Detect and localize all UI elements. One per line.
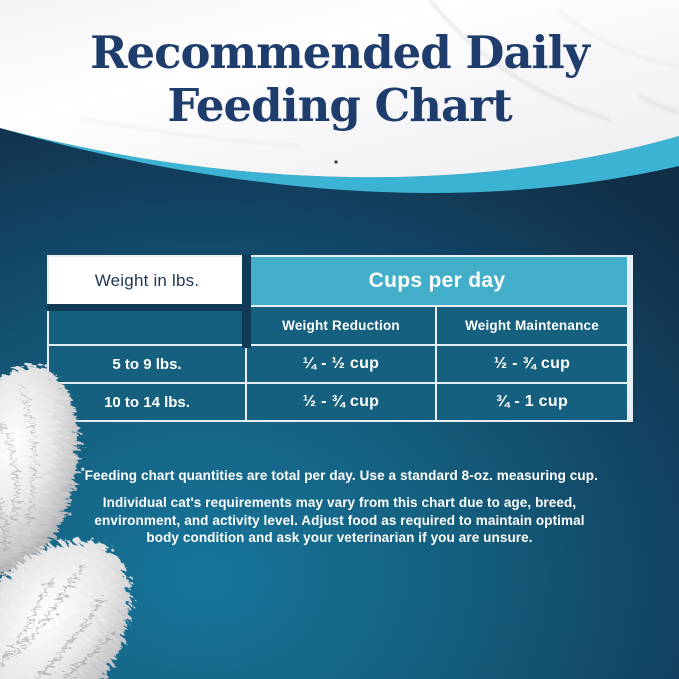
table-row-2-maintenance: ¾ - 1 cup — [437, 384, 627, 420]
empty-cell — [49, 307, 245, 344]
page-title-line1: Recommended Daily — [90, 26, 589, 79]
cups-per-day-header: Cups per day — [247, 257, 627, 305]
table-row-2-weight: 10 to 14 lbs. — [49, 384, 245, 420]
page-title-line2: Feeding Chart — [167, 79, 512, 132]
column-header-weight-maintenance: Weight Maintenance — [437, 307, 627, 344]
footnote-line1-text: Feeding chart quantities are total per day. Use a standard 8-oz. measuring cup. — [84, 468, 598, 483]
weight-column-header: Weight in lbs. — [49, 257, 245, 305]
footnote-measuring-cup — [0, 466, 679, 483]
table-row-1-maintenance: ½ - ¾ cup — [437, 346, 627, 382]
header-separator-vertical — [242, 255, 251, 348]
column-header-weight-reduction: Weight Reduction — [247, 307, 435, 344]
footnote-disclaimer-line1: Individual cat's requirements may vary from this chart due to age, breed, — [102, 495, 577, 510]
footnote-asterisk: * — [81, 466, 85, 476]
header-separator-horizontal — [47, 304, 251, 311]
table-row-2-reduction: ½ - ¾ cup — [247, 384, 435, 420]
marble-speck — [334, 160, 337, 163]
table-row-1-weight: 5 to 9 lbs. — [49, 346, 245, 382]
footnote-disclaimer-line3: body condition and ask your veterinarian if you are unsure. — [146, 530, 533, 545]
table-row-1-reduction: ¼ - ½ cup — [247, 346, 435, 382]
footnote-disclaimer-line2: environment, and activity level. Adjust food as required to maintain optimal — [94, 512, 585, 528]
footnote-disclaimer — [0, 494, 679, 547]
page-title — [0, 26, 679, 132]
